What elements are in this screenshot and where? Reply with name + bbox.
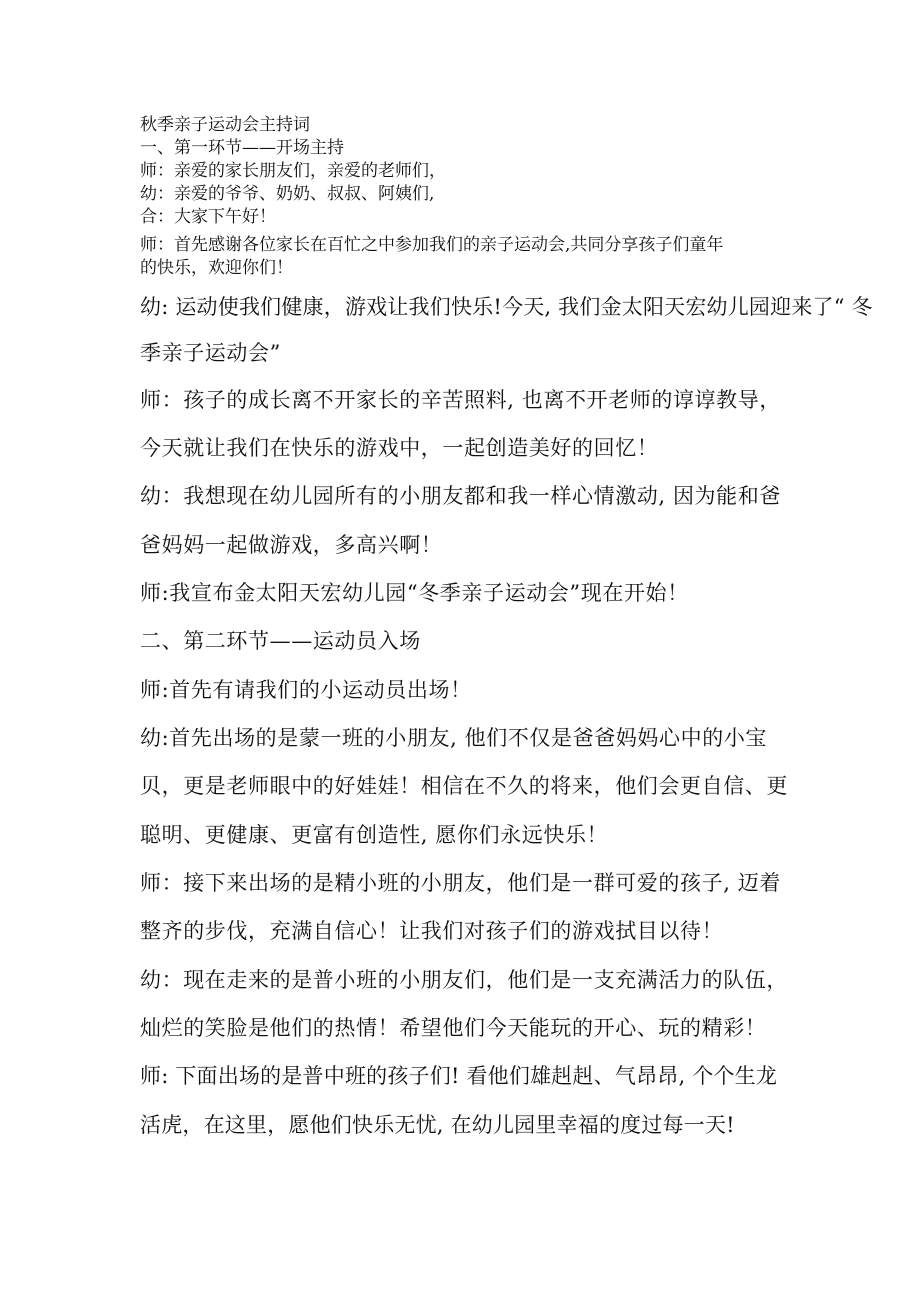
- paragraph-line: 幼：亲爱的爷爷、奶奶、叔叔、阿姨们,: [140, 184, 435, 204]
- paragraph-line: 活虎，在这里，愿他们快乐无忧, 在幼儿园里幸福的度过每一天!: [140, 1113, 735, 1137]
- paragraph-line: 师:首先有请我们的小运动员出场！: [140, 678, 472, 702]
- paragraph-line: 爸妈妈一起做游戏，多高兴啊！: [140, 533, 443, 557]
- paragraph-line: 合：大家下午好！: [140, 207, 276, 227]
- paragraph-line: 幼：现在走来的是普小班的小朋友们，他们是一支充满活力的队伍，: [140, 968, 788, 992]
- paragraph-line: 师：亲爱的家长朋友们，亲爱的老师们，: [140, 161, 446, 181]
- paragraph-line: 季亲子运动会”: [140, 341, 281, 365]
- paragraph-line: 幼: 运动使我们健康，游戏让我们快乐!今天, 我们金太阳天宏幼儿园迎来了“ 冬: [140, 295, 873, 319]
- paragraph-line: 师：接下来出场的是精小班的小朋友，他们是一群可爱的孩子, 迈着: [140, 871, 781, 895]
- paragraph-line: 今天就让我们在快乐的游戏中，一起创造美好的回忆！: [140, 436, 659, 460]
- paragraph-line: 师: 下面出场的是普中班的孩子们! 看他们雄赳赳、气昂昂, 个个生龙: [140, 1064, 778, 1088]
- paragraph-line: 师：首先感谢各位家长在百忙之中参加我们的亲子运动会,共同分享孩子们童年: [140, 235, 724, 255]
- section-heading-entrance: 二、第二环节——运动员入场: [140, 629, 421, 653]
- paragraph-line: 贝，更是老师眼中的好娃娃！相信在不久的将来，他们会更自信、更: [140, 774, 788, 798]
- paragraph-line: 幼:首先出场的是蒙一班的小朋友, 他们不仅是爸爸妈妈心中的小宝: [140, 726, 768, 750]
- paragraph-line: 整齐的步伐，充满自信心！让我们对孩子们的游戏拭目以待！: [140, 919, 724, 943]
- paragraph-line: 师：孩子的成长离不开家长的辛苦照料, 也离不开老师的谆谆教导，: [140, 388, 781, 412]
- document-title: 秋季亲子运动会主持词: [140, 115, 310, 135]
- paragraph-line: 的快乐，欢迎你们！: [140, 258, 293, 278]
- paragraph-line: 师:我宣布金太阳天宏幼儿园“冬季亲子运动会”现在开始！: [140, 581, 689, 605]
- paragraph-line: 幼：我想现在幼儿园所有的小朋友都和我一样心情激动, 因为能和爸: [140, 484, 781, 508]
- paragraph-line: 灿烂的笑脸是他们的热情！希望他们今天能玩的开心、玩的精彩！: [140, 1016, 767, 1040]
- section-heading-opening: 一、第一环节——开场主持: [140, 138, 344, 158]
- paragraph-line: 聪明、更健康、更富有创造性, 愿你们永远快乐！: [140, 823, 609, 847]
